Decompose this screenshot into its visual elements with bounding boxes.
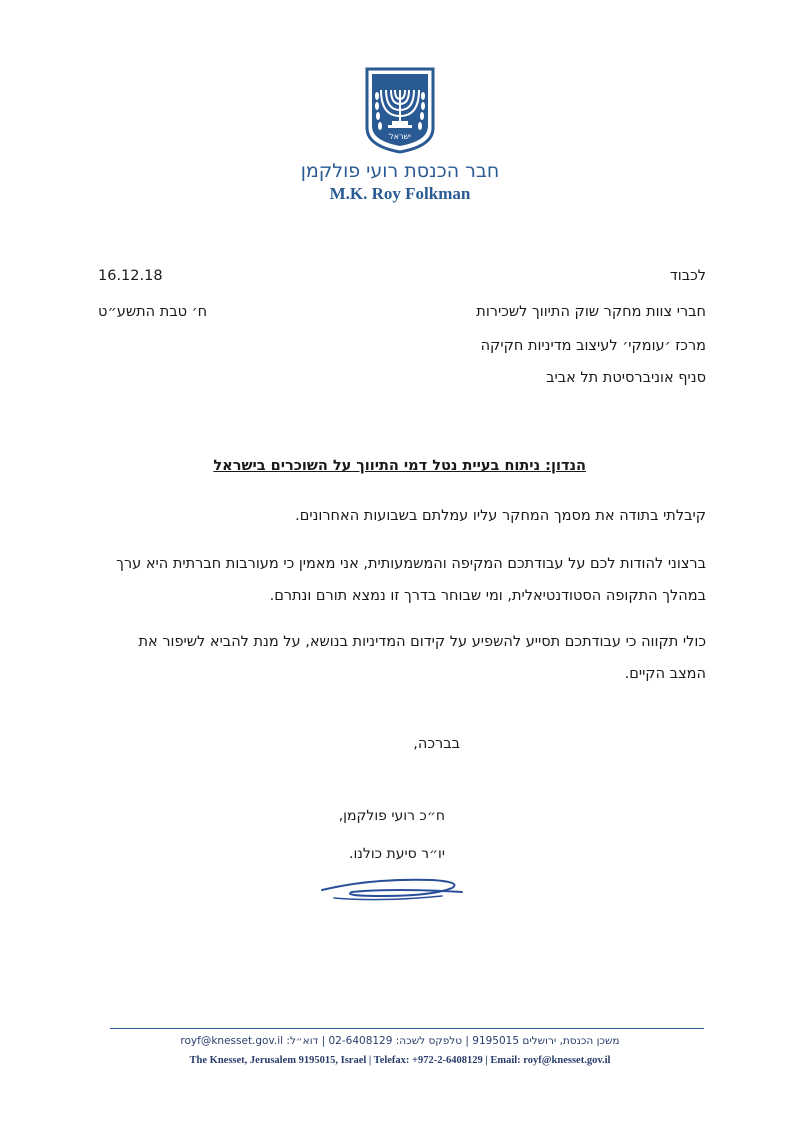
- signature-title: יו״ר סיעת כולנו.: [349, 846, 445, 862]
- body-p3-line-1: כולי תקווה כי עבודתכם תסייע להשפיע על קידום המדיניות בנושא, על מנת להביא לשיפור את: [138, 634, 706, 650]
- body-p2-line-1: ברצוני להודות לכם על עבודתכם המקיפה והמשמעותית, אני מאמין כי מעורבות חברתית היא ערך: [116, 556, 706, 572]
- sender-name-english: M.K. Roy Folkman: [329, 184, 471, 203]
- signature-name: ח״כ רועי פולקמן,: [338, 808, 445, 824]
- sender-name-hebrew: חבר הכנסת רועי פולקמן: [300, 160, 500, 182]
- body-paragraph-1: [94, 500, 706, 532]
- recipient-line-3: סניף אוניברסיטת תל אביב: [546, 370, 706, 386]
- footer-hebrew: משכן הכנסת, ירושלים 9195015 | טלפקס לשכה: 02-6408129 | דוא״ל: royf@knesset.gov.il: [180, 1035, 620, 1047]
- date-gregorian: 16.12.18: [98, 268, 163, 284]
- body-paragraph-3: [94, 626, 706, 690]
- footer-english: The Knesset, Jerusalem 9195015, Israel | Telefax: +972-2-6408129 | Email: royf@knesset.gov.il: [189, 1055, 611, 1066]
- body-p3-line-2: המצב הקיים.: [624, 666, 706, 682]
- body-p2-line-2: במהלך התקופה הסטודנטיאלית, ומי שבוחר בדרך זו נמצא תורם ונתרם.: [269, 588, 706, 604]
- salutation: לכבוד: [669, 268, 706, 284]
- recipient-line-2: מרכז ׳עומקי׳ לעיצוב מדיניות חקיקה: [480, 338, 706, 354]
- subject-line: הנדון: ניתוח בעיית נטל דמי התיווך על השוכרים בישראל: [213, 458, 586, 474]
- menorah-emblem-icon: [364, 66, 436, 154]
- body-p1-line: קיבלתי בתודה את מסמך המחקר עליו עמלתם בשבועות האחרונים.: [295, 508, 706, 524]
- body-paragraph-2: [94, 548, 706, 612]
- svg-text:ישראל: ישראל: [389, 132, 411, 141]
- handwritten-signature-icon: [312, 866, 472, 910]
- closing: בברכה,: [413, 736, 460, 752]
- recipient-line-1: חברי צוות מחקר שוק התיווך לשכירות: [476, 304, 706, 320]
- footer-divider: [110, 1028, 704, 1029]
- date-hebrew: ח׳ טבת התשע״ט: [98, 304, 208, 320]
